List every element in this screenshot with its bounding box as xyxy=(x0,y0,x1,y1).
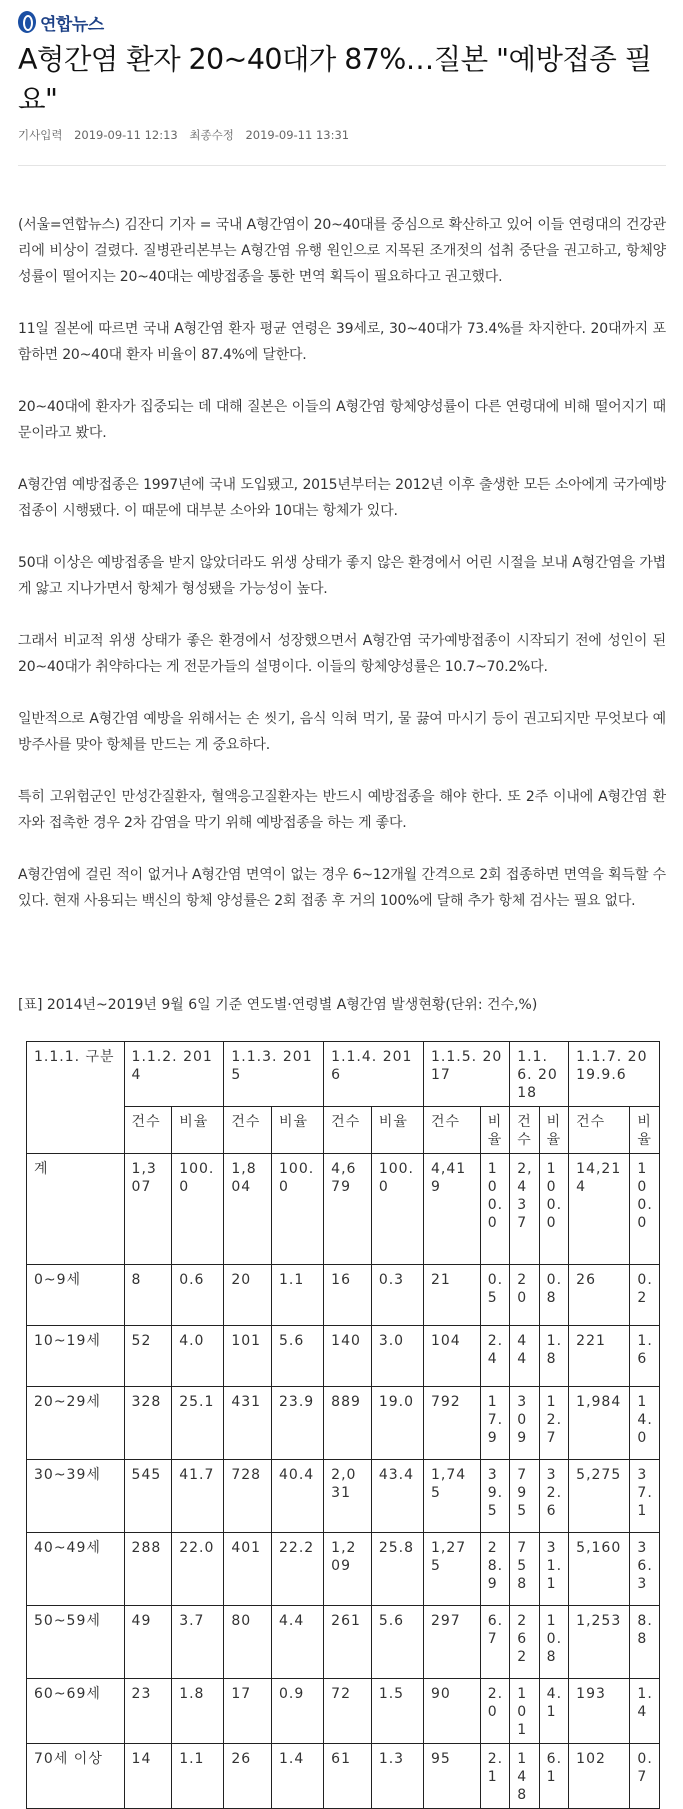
ratio-cell: 0.3 xyxy=(371,1265,423,1326)
ratio-cell: 4.0 xyxy=(172,1326,224,1387)
site-logo-text[interactable]: 연합뉴스 xyxy=(40,14,104,35)
ratio-cell: 0.6 xyxy=(172,1265,224,1326)
count-cell: 297 xyxy=(423,1606,480,1679)
article-paragraph: 20~40대에 환자가 집중되는 데 대해 질본은 이들의 A형간염 항체양성률이 다른 연령대에 비해 떨어지기 때문이라고 봤다. xyxy=(18,399,666,441)
ratio-cell: 3.7 xyxy=(172,1606,224,1679)
ratio-cell: 4.4 xyxy=(272,1606,324,1679)
ratio-cell: 0.5 xyxy=(480,1265,509,1326)
ratio-cell: 43.4 xyxy=(371,1460,423,1533)
ratio-cell: 1.8 xyxy=(172,1679,224,1744)
count-cell: 14,214 xyxy=(569,1154,630,1265)
ratio-cell: 2.1 xyxy=(480,1744,509,1809)
count-cell: 2,031 xyxy=(324,1460,372,1533)
article-paragraph: 일반적으로 A형간염 예방을 위해서는 손 씻기, 음식 익혀 먹기, 물 끓여 마시기 등이 권고되지만 무엇보다 예방주사를 맞아 항체를 만드는 게 중요하다. xyxy=(18,711,666,753)
count-cell: 261 xyxy=(324,1606,372,1679)
count-cell: 101 xyxy=(224,1326,272,1387)
count-subheader: 건수 xyxy=(324,1107,372,1154)
row-label-cell: 50~59세 xyxy=(27,1606,125,1679)
article-paragraph: 11일 질본에 따르면 국내 A형간염 환자 평균 연령은 39세로, 30~40대가 73.4%를 차지한다. 20대까지 포함하면 20~40대 환자 비율이 87.4%에 달한다. xyxy=(18,321,666,363)
table-row xyxy=(27,1265,660,1326)
article-paragraph: A형간염에 걸린 적이 없거나 A형간염 면역이 없는 경우 6~12개월 간격으로 2회 접종하면 면역을 획득할 수 있다. 현재 사용되는 백신의 항체 양성률은 2회 접종 후 거의 100%에 달해 추가 항체 검사는 필요 없다. xyxy=(18,867,666,909)
article-paragraph: (서울=연합뉴스) 김잔디 기자 = 국내 A형간염이 20~40대를 중심으로 확산하고 있어 이들 연령대의 건강관리에 비상이 걸렸다. 질병관리본부는 A형간염 유행 원인으로 지목된 조개젓의 섭취 중단을 권고하고, 항체양성률이 떨어지는 20~40대는 예방접종을 통한 면역 획득이 필요하다고 권고했다. xyxy=(18,217,666,285)
count-cell: 728 xyxy=(224,1460,272,1533)
ratio-cell: 25.8 xyxy=(371,1533,423,1606)
year-header: 1.1.7. 2019.9.6 xyxy=(569,1042,660,1107)
ratio-cell: 17.9 xyxy=(480,1387,509,1460)
count-cell: 20 xyxy=(510,1265,539,1326)
count-cell: 140 xyxy=(324,1326,372,1387)
ratio-cell: 22.2 xyxy=(272,1533,324,1606)
yonhap-logo-icon[interactable] xyxy=(18,11,36,33)
count-cell: 545 xyxy=(124,1460,172,1533)
ratio-subheader: 비율 xyxy=(630,1107,660,1154)
count-cell: 80 xyxy=(224,1606,272,1679)
ratio-cell: 10.8 xyxy=(539,1606,568,1679)
ratio-subheader: 비율 xyxy=(172,1107,224,1154)
count-cell: 14 xyxy=(124,1744,172,1809)
table-row xyxy=(27,1679,660,1744)
count-subheader: 건수 xyxy=(423,1107,480,1154)
count-cell: 1,804 xyxy=(224,1154,272,1265)
count-cell: 95 xyxy=(423,1744,480,1809)
ratio-cell: 12.7 xyxy=(539,1387,568,1460)
year-header: 1.1.4. 2016 xyxy=(324,1042,424,1107)
count-cell: 101 xyxy=(510,1679,539,1744)
count-cell: 1,209 xyxy=(324,1533,372,1606)
ratio-cell: 100.0 xyxy=(371,1154,423,1265)
article-paragraph: 특히 고위험군인 만성간질환자, 혈액응고질환자는 반드시 예방접종을 해야 한다. 또 2주 이내에 A형간염 환자와 접촉한 경우 2차 감염을 막기 위해 예방접종을 하는 게 좋다. xyxy=(18,789,666,831)
count-cell: 23 xyxy=(124,1679,172,1744)
ratio-cell: 100.0 xyxy=(630,1154,660,1265)
count-cell: 1,307 xyxy=(124,1154,172,1265)
ratio-cell: 4.1 xyxy=(539,1679,568,1744)
count-subheader: 건수 xyxy=(569,1107,630,1154)
count-cell: 90 xyxy=(423,1679,480,1744)
ratio-cell: 1.4 xyxy=(630,1679,660,1744)
count-cell: 20 xyxy=(224,1265,272,1326)
count-cell: 2,437 xyxy=(510,1154,539,1265)
article-paragraph: 50대 이상은 예방접종을 받지 않았더라도 위생 상태가 좋지 않은 환경에서 어린 시절을 보내 A형간염을 가볍게 앓고 지나가면서 항체가 형성됐을 가능성이 높다. xyxy=(18,555,666,597)
count-cell: 1,984 xyxy=(569,1387,630,1460)
count-subheader: 건수 xyxy=(224,1107,272,1154)
count-cell: 102 xyxy=(569,1744,630,1809)
row-label-cell: 30~39세 xyxy=(27,1460,125,1533)
count-cell: 262 xyxy=(510,1606,539,1679)
year-header: 1.1.5. 2017 xyxy=(423,1042,509,1107)
article-paragraph: A형간염 예방접종은 1997년에 국내 도입됐고, 2015년부터는 2012년 이후 출생한 모든 소아에게 국가예방접종이 시행됐다. 이 때문에 대부분 소아와 10대는 항체가 있다. xyxy=(18,477,666,519)
count-cell: 49 xyxy=(124,1606,172,1679)
ratio-cell: 100.0 xyxy=(480,1154,509,1265)
article-meta xyxy=(18,127,357,143)
site-header xyxy=(18,8,104,36)
count-cell: 4,419 xyxy=(423,1154,480,1265)
table-row xyxy=(27,1533,660,1606)
row-label-cell: 20~29세 xyxy=(27,1387,125,1460)
ratio-cell: 2.4 xyxy=(480,1326,509,1387)
count-cell: 401 xyxy=(224,1533,272,1606)
row-label-cell: 계 xyxy=(27,1154,125,1265)
ratio-cell: 6.7 xyxy=(480,1606,509,1679)
table-row xyxy=(27,1460,660,1533)
count-cell: 8 xyxy=(124,1265,172,1326)
ratio-cell: 100.0 xyxy=(272,1154,324,1265)
ratio-cell: 32.6 xyxy=(539,1460,568,1533)
table-row xyxy=(27,1744,660,1809)
count-cell: 26 xyxy=(569,1265,630,1326)
count-cell: 309 xyxy=(510,1387,539,1460)
count-subheader: 건수 xyxy=(124,1107,172,1154)
updated-time: 2019-09-11 13:31 xyxy=(245,128,350,142)
count-cell: 44 xyxy=(510,1326,539,1387)
count-cell: 26 xyxy=(224,1744,272,1809)
ratio-cell: 0.9 xyxy=(272,1679,324,1744)
count-cell: 16 xyxy=(324,1265,372,1326)
count-cell: 1,745 xyxy=(423,1460,480,1533)
ratio-cell: 6.1 xyxy=(539,1744,568,1809)
count-cell: 193 xyxy=(569,1679,630,1744)
count-cell: 1,253 xyxy=(569,1606,630,1679)
count-cell: 221 xyxy=(569,1326,630,1387)
ratio-subheader: 비율 xyxy=(272,1107,324,1154)
count-cell: 792 xyxy=(423,1387,480,1460)
ratio-cell: 41.7 xyxy=(172,1460,224,1533)
row-label-cell: 10~19세 xyxy=(27,1326,125,1387)
ratio-cell: 37.1 xyxy=(630,1460,660,1533)
ratio-cell: 0.7 xyxy=(630,1744,660,1809)
count-cell: 4,679 xyxy=(324,1154,372,1265)
ratio-subheader: 비율 xyxy=(480,1107,509,1154)
year-header: 1.1.6. 2018 xyxy=(510,1042,569,1107)
table-corner-cell: 1.1.1. 구분 xyxy=(27,1042,125,1154)
article-body xyxy=(18,212,666,940)
ratio-cell: 23.9 xyxy=(272,1387,324,1460)
count-cell: 17 xyxy=(224,1679,272,1744)
ratio-cell: 100.0 xyxy=(539,1154,568,1265)
hepatitis-a-table xyxy=(26,1041,660,1809)
count-cell: 21 xyxy=(423,1265,480,1326)
count-cell: 52 xyxy=(124,1326,172,1387)
ratio-cell: 1.6 xyxy=(630,1326,660,1387)
ratio-cell: 39.5 xyxy=(480,1460,509,1533)
table-caption: [표] 2014년~2019년 9월 6일 기준 연도별·연령별 A형간염 발생현황(단위: 건수,%) xyxy=(18,997,538,1013)
year-header: 1.1.3. 2015 xyxy=(224,1042,324,1107)
header-divider xyxy=(18,165,666,166)
count-cell: 758 xyxy=(510,1533,539,1606)
table-row xyxy=(27,1154,660,1265)
count-cell: 795 xyxy=(510,1460,539,1533)
ratio-cell: 1.1 xyxy=(272,1265,324,1326)
row-label-cell: 40~49세 xyxy=(27,1533,125,1606)
row-label-cell: 0~9세 xyxy=(27,1265,125,1326)
ratio-cell: 1.3 xyxy=(371,1744,423,1809)
count-cell: 104 xyxy=(423,1326,480,1387)
ratio-cell: 1.4 xyxy=(272,1744,324,1809)
count-subheader: 건수 xyxy=(510,1107,539,1154)
table-row xyxy=(27,1387,660,1460)
count-cell: 5,275 xyxy=(569,1460,630,1533)
ratio-cell: 1.8 xyxy=(539,1326,568,1387)
ratio-cell: 28.9 xyxy=(480,1533,509,1606)
row-label-cell: 60~69세 xyxy=(27,1679,125,1744)
ratio-cell: 0.2 xyxy=(630,1265,660,1326)
ratio-cell: 1.5 xyxy=(371,1679,423,1744)
table-year-row xyxy=(27,1042,660,1107)
ratio-cell: 3.0 xyxy=(371,1326,423,1387)
count-cell: 431 xyxy=(224,1387,272,1460)
ratio-cell: 5.6 xyxy=(371,1606,423,1679)
ratio-cell: 25.1 xyxy=(172,1387,224,1460)
ratio-cell: 100.0 xyxy=(172,1154,224,1265)
count-cell: 61 xyxy=(324,1744,372,1809)
published-label: 기사입력 xyxy=(18,128,63,142)
ratio-cell: 19.0 xyxy=(371,1387,423,1460)
ratio-subheader: 비율 xyxy=(539,1107,568,1154)
ratio-subheader: 비율 xyxy=(371,1107,423,1154)
table-row xyxy=(27,1606,660,1679)
ratio-cell: 31.1 xyxy=(539,1533,568,1606)
ratio-cell: 8.8 xyxy=(630,1606,660,1679)
count-cell: 328 xyxy=(124,1387,172,1460)
ratio-cell: 0.8 xyxy=(539,1265,568,1326)
count-cell: 148 xyxy=(510,1744,539,1809)
count-cell: 1,275 xyxy=(423,1533,480,1606)
year-header: 1.1.2. 2014 xyxy=(124,1042,224,1107)
ratio-cell: 22.0 xyxy=(172,1533,224,1606)
article-title: A형간염 환자 20~40대가 87%…질본 "예방접종 필요" xyxy=(18,43,652,116)
article-paragraph: 그래서 비교적 위생 상태가 좋은 환경에서 성장했으면서 A형간염 국가예방접종이 시작되기 전에 성인이 된 20~40대가 취약하다는 게 전문가들의 설명이다. 이들의 항체양성률은 10.7~70.2%다. xyxy=(18,633,666,675)
ratio-cell: 2.0 xyxy=(480,1679,509,1744)
ratio-cell: 14.0 xyxy=(630,1387,660,1460)
table-row xyxy=(27,1326,660,1387)
ratio-cell: 36.3 xyxy=(630,1533,660,1606)
row-label-cell: 70세 이상 xyxy=(27,1744,125,1809)
ratio-cell: 1.1 xyxy=(172,1744,224,1809)
count-cell: 889 xyxy=(324,1387,372,1460)
published-time: 2019-09-11 12:13 xyxy=(74,128,178,142)
count-cell: 288 xyxy=(124,1533,172,1606)
count-cell: 72 xyxy=(324,1679,372,1744)
ratio-cell: 40.4 xyxy=(272,1460,324,1533)
ratio-cell: 5.6 xyxy=(272,1326,324,1387)
count-cell: 5,160 xyxy=(569,1533,630,1606)
updated-label: 최종수정 xyxy=(189,128,234,142)
